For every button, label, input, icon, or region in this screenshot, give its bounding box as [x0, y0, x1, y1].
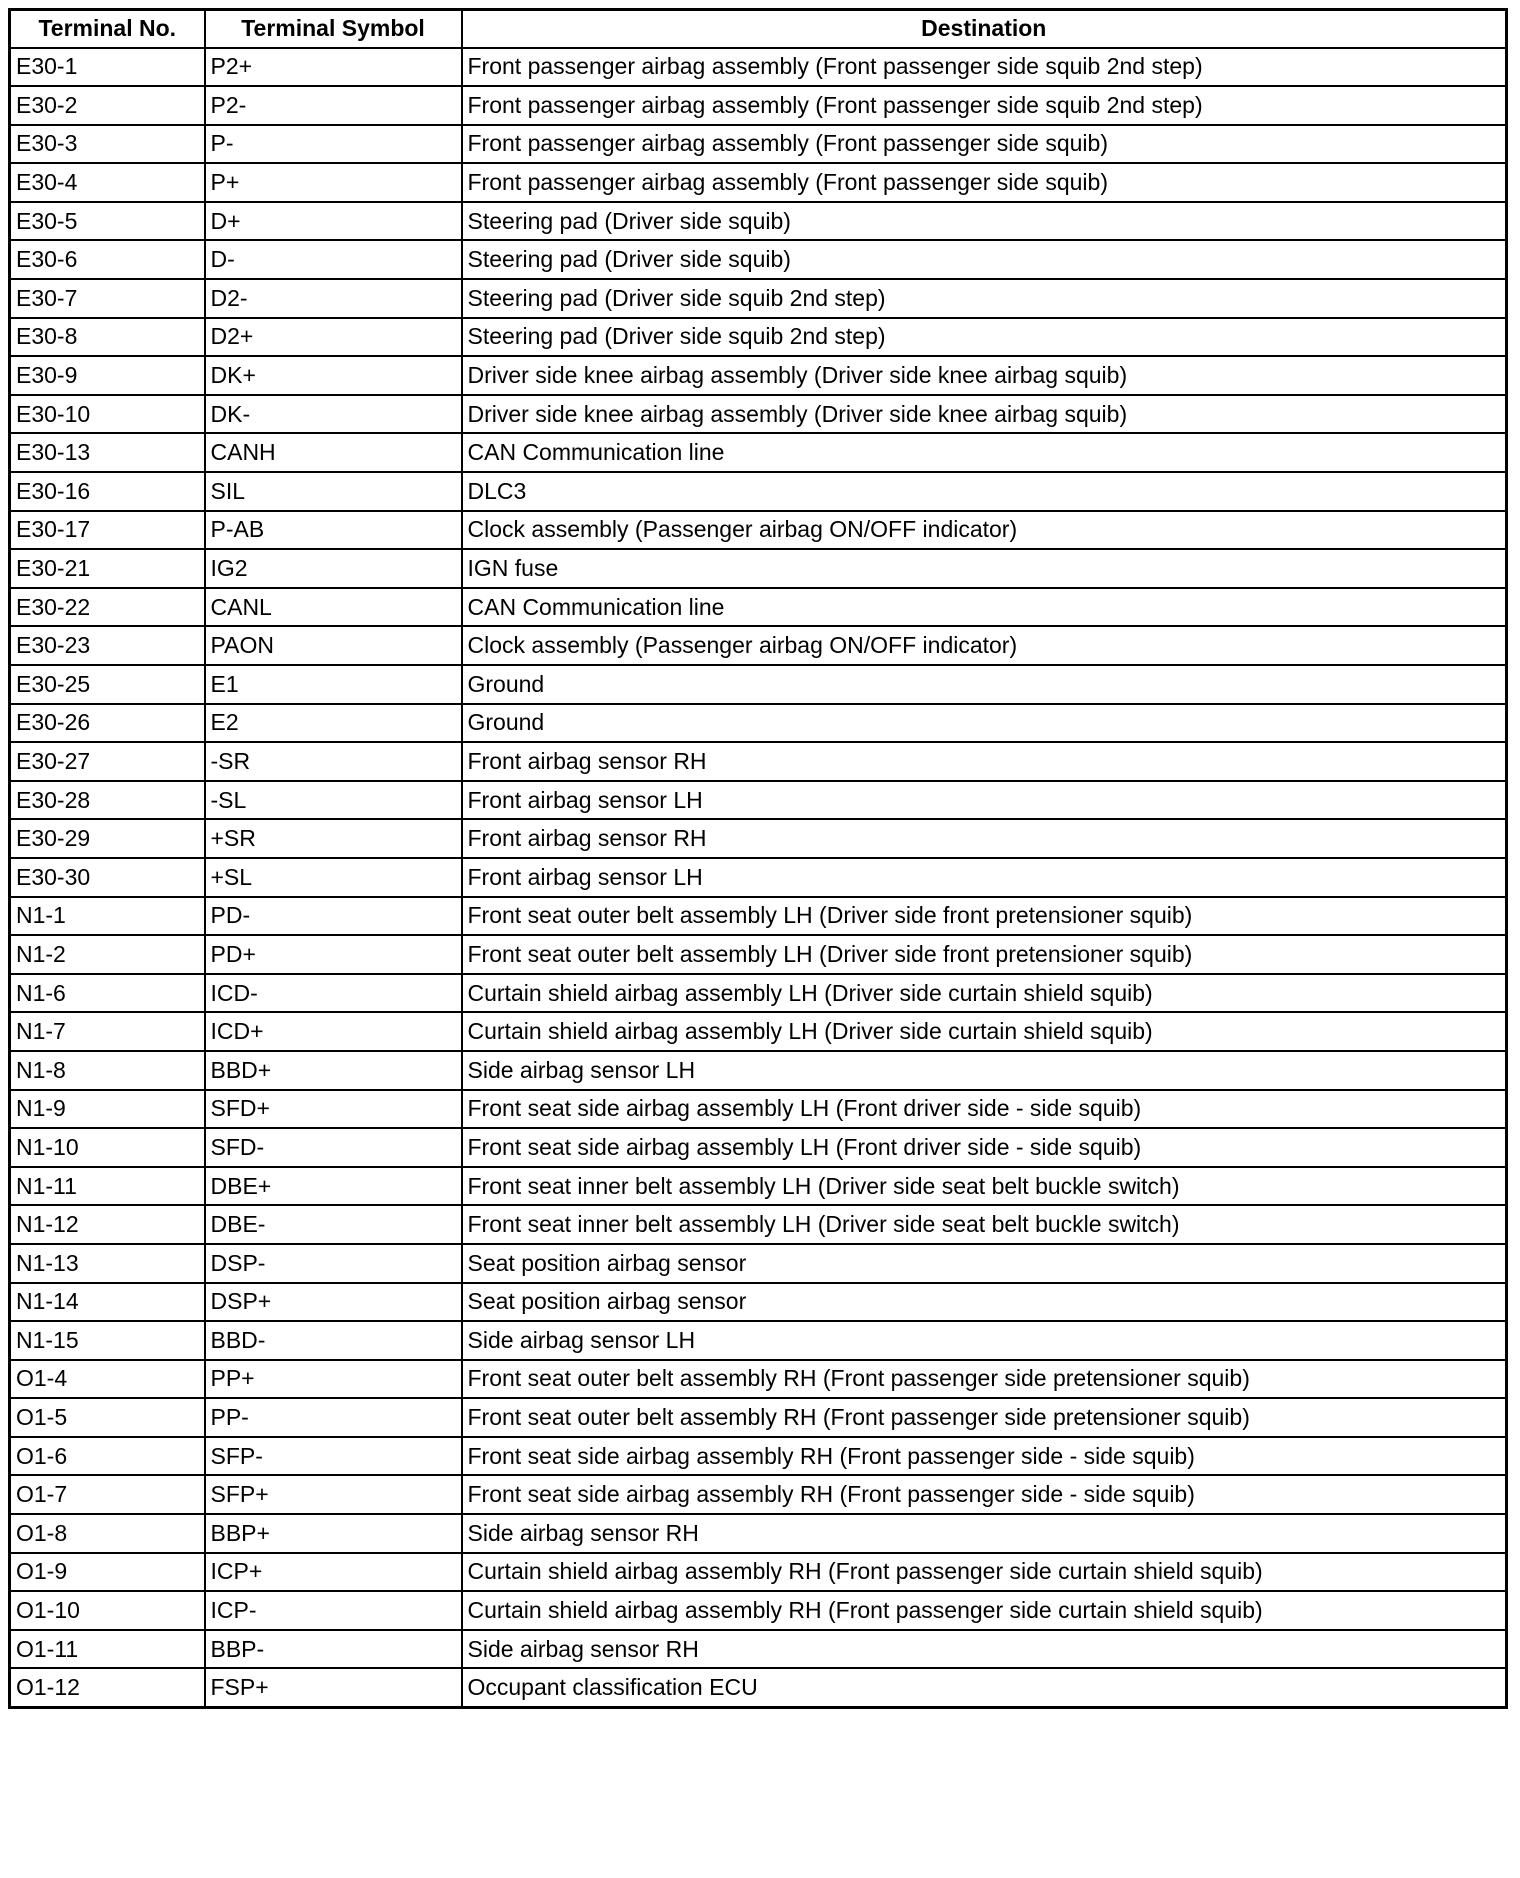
- table-row: [10, 1437, 1507, 1476]
- cell-destination: Front airbag sensor RH: [462, 742, 1507, 781]
- cell-destination: Front passenger airbag assembly (Front passenger side squib): [462, 125, 1507, 164]
- cell-terminal-no: E30-6: [10, 240, 205, 279]
- cell-terminal-no: O1-8: [10, 1514, 205, 1553]
- cell-destination: Front passenger airbag assembly (Front passenger side squib): [462, 163, 1507, 202]
- table-row: [10, 1244, 1507, 1283]
- cell-terminal-no: E30-10: [10, 395, 205, 434]
- cell-terminal-no: N1-12: [10, 1205, 205, 1244]
- table-row: [10, 819, 1507, 858]
- cell-terminal-symbol: +SL: [205, 858, 462, 897]
- table-row: [10, 125, 1507, 164]
- cell-terminal-no: N1-9: [10, 1090, 205, 1129]
- table-row: [10, 1128, 1507, 1167]
- cell-terminal-no: E30-9: [10, 356, 205, 395]
- cell-terminal-no: E30-23: [10, 626, 205, 665]
- cell-terminal-symbol: PAON: [205, 626, 462, 665]
- table-row: [10, 1321, 1507, 1360]
- cell-terminal-no: N1-11: [10, 1167, 205, 1206]
- cell-terminal-symbol: PD+: [205, 935, 462, 974]
- cell-terminal-symbol: P+: [205, 163, 462, 202]
- cell-terminal-no: E30-8: [10, 318, 205, 357]
- cell-terminal-symbol: -SR: [205, 742, 462, 781]
- table-row: [10, 433, 1507, 472]
- table-row: [10, 1205, 1507, 1244]
- cell-destination: Front seat inner belt assembly LH (Driver side seat belt buckle switch): [462, 1205, 1507, 1244]
- cell-destination: Front seat side airbag assembly LH (Front driver side - side squib): [462, 1128, 1507, 1167]
- cell-terminal-no: N1-2: [10, 935, 205, 974]
- cell-terminal-symbol: -SL: [205, 781, 462, 820]
- cell-terminal-no: E30-3: [10, 125, 205, 164]
- table-row: [10, 897, 1507, 936]
- cell-terminal-symbol: BBD+: [205, 1051, 462, 1090]
- cell-terminal-symbol: P-AB: [205, 511, 462, 550]
- cell-terminal-symbol: PP-: [205, 1398, 462, 1437]
- cell-terminal-symbol: ICP-: [205, 1591, 462, 1630]
- cell-terminal-no: N1-1: [10, 897, 205, 936]
- cell-destination: Front seat side airbag assembly LH (Front driver side - side squib): [462, 1090, 1507, 1129]
- cell-terminal-no: E30-30: [10, 858, 205, 897]
- cell-terminal-no: O1-7: [10, 1475, 205, 1514]
- cell-terminal-no: E30-17: [10, 511, 205, 550]
- cell-terminal-symbol: BBP-: [205, 1630, 462, 1669]
- cell-destination: Side airbag sensor LH: [462, 1321, 1507, 1360]
- cell-terminal-no: O1-6: [10, 1437, 205, 1476]
- cell-terminal-no: E30-1: [10, 48, 205, 87]
- cell-destination: Front seat side airbag assembly RH (Front passenger side - side squib): [462, 1475, 1507, 1514]
- table-row: [10, 318, 1507, 357]
- header-terminal-no: Terminal No.: [10, 10, 205, 48]
- cell-terminal-symbol: DBE-: [205, 1205, 462, 1244]
- cell-terminal-symbol: PD-: [205, 897, 462, 936]
- cell-terminal-no: N1-15: [10, 1321, 205, 1360]
- cell-terminal-symbol: P2+: [205, 48, 462, 87]
- cell-terminal-symbol: ICP+: [205, 1553, 462, 1592]
- cell-destination: Occupant classification ECU: [462, 1668, 1507, 1707]
- cell-destination: Front seat outer belt assembly LH (Driver side front pretensioner squib): [462, 935, 1507, 974]
- cell-terminal-symbol: SFP-: [205, 1437, 462, 1476]
- table-row: [10, 202, 1507, 241]
- header-terminal-symbol: Terminal Symbol: [205, 10, 462, 48]
- cell-terminal-no: E30-29: [10, 819, 205, 858]
- cell-destination: Curtain shield airbag assembly RH (Front passenger side curtain shield squib): [462, 1553, 1507, 1592]
- cell-destination: Steering pad (Driver side squib 2nd step): [462, 279, 1507, 318]
- table-row: [10, 511, 1507, 550]
- cell-destination: Clock assembly (Passenger airbag ON/OFF indicator): [462, 511, 1507, 550]
- cell-terminal-symbol: BBP+: [205, 1514, 462, 1553]
- table-row: [10, 1475, 1507, 1514]
- table-row: [10, 240, 1507, 279]
- cell-terminal-no: O1-10: [10, 1591, 205, 1630]
- table-row: [10, 1591, 1507, 1630]
- cell-terminal-symbol: DBE+: [205, 1167, 462, 1206]
- cell-terminal-symbol: +SR: [205, 819, 462, 858]
- cell-terminal-symbol: E1: [205, 665, 462, 704]
- table-header: [10, 10, 1507, 48]
- cell-terminal-symbol: SIL: [205, 472, 462, 511]
- table-row: [10, 935, 1507, 974]
- header-row: [10, 10, 1507, 48]
- cell-terminal-no: N1-8: [10, 1051, 205, 1090]
- cell-destination: Side airbag sensor RH: [462, 1514, 1507, 1553]
- cell-terminal-no: N1-7: [10, 1012, 205, 1051]
- cell-terminal-symbol: P-: [205, 125, 462, 164]
- table-row: [10, 163, 1507, 202]
- cell-destination: Driver side knee airbag assembly (Driver side knee airbag squib): [462, 356, 1507, 395]
- cell-terminal-symbol: D-: [205, 240, 462, 279]
- table-row: [10, 1051, 1507, 1090]
- table-row: [10, 781, 1507, 820]
- cell-destination: Front seat outer belt assembly RH (Front passenger side pretensioner squib): [462, 1398, 1507, 1437]
- cell-destination: Side airbag sensor LH: [462, 1051, 1507, 1090]
- cell-terminal-symbol: ICD-: [205, 974, 462, 1013]
- cell-destination: Seat position airbag sensor: [462, 1283, 1507, 1322]
- cell-destination: DLC3: [462, 472, 1507, 511]
- cell-terminal-no: O1-11: [10, 1630, 205, 1669]
- table-row: [10, 1514, 1507, 1553]
- table-row: [10, 1090, 1507, 1129]
- cell-destination: Front seat outer belt assembly LH (Driver side front pretensioner squib): [462, 897, 1507, 936]
- cell-terminal-symbol: PP+: [205, 1360, 462, 1399]
- cell-destination: Front airbag sensor LH: [462, 781, 1507, 820]
- cell-terminal-no: E30-21: [10, 549, 205, 588]
- cell-terminal-no: N1-6: [10, 974, 205, 1013]
- cell-terminal-no: E30-22: [10, 588, 205, 627]
- terminal-table: [8, 8, 1508, 1709]
- table-row: [10, 858, 1507, 897]
- cell-terminal-symbol: D2-: [205, 279, 462, 318]
- cell-terminal-no: N1-14: [10, 1283, 205, 1322]
- table-row: [10, 1167, 1507, 1206]
- table-row: [10, 1630, 1507, 1669]
- cell-destination: Steering pad (Driver side squib 2nd step): [462, 318, 1507, 357]
- cell-terminal-symbol: D2+: [205, 318, 462, 357]
- cell-terminal-no: E30-27: [10, 742, 205, 781]
- cell-destination: Steering pad (Driver side squib): [462, 202, 1507, 241]
- cell-terminal-no: N1-13: [10, 1244, 205, 1283]
- table-row: [10, 86, 1507, 125]
- table-row: [10, 665, 1507, 704]
- cell-destination: Front passenger airbag assembly (Front passenger side squib 2nd step): [462, 48, 1507, 87]
- cell-destination: Front airbag sensor LH: [462, 858, 1507, 897]
- cell-destination: Curtain shield airbag assembly RH (Front passenger side curtain shield squib): [462, 1591, 1507, 1630]
- cell-destination: Front seat side airbag assembly RH (Front passenger side - side squib): [462, 1437, 1507, 1476]
- cell-terminal-no: N1-10: [10, 1128, 205, 1167]
- cell-terminal-symbol: SFD-: [205, 1128, 462, 1167]
- cell-terminal-no: E30-13: [10, 433, 205, 472]
- cell-terminal-no: E30-5: [10, 202, 205, 241]
- table-row: [10, 1012, 1507, 1051]
- cell-terminal-symbol: FSP+: [205, 1668, 462, 1707]
- cell-terminal-symbol: DK-: [205, 395, 462, 434]
- table-row: [10, 626, 1507, 665]
- table-row: [10, 1360, 1507, 1399]
- cell-destination: Steering pad (Driver side squib): [462, 240, 1507, 279]
- cell-destination: Clock assembly (Passenger airbag ON/OFF indicator): [462, 626, 1507, 665]
- cell-destination: Front passenger airbag assembly (Front passenger side squib 2nd step): [462, 86, 1507, 125]
- table-body: [10, 48, 1507, 1708]
- cell-terminal-no: E30-25: [10, 665, 205, 704]
- cell-terminal-no: E30-2: [10, 86, 205, 125]
- cell-destination: Curtain shield airbag assembly LH (Driver side curtain shield squib): [462, 974, 1507, 1013]
- cell-destination: CAN Communication line: [462, 588, 1507, 627]
- cell-terminal-symbol: SFD+: [205, 1090, 462, 1129]
- table-row: [10, 1283, 1507, 1322]
- cell-terminal-symbol: SFP+: [205, 1475, 462, 1514]
- cell-terminal-no: O1-9: [10, 1553, 205, 1592]
- table-row: [10, 1398, 1507, 1437]
- table-row: [10, 395, 1507, 434]
- table-row: [10, 549, 1507, 588]
- cell-terminal-symbol: DSP-: [205, 1244, 462, 1283]
- cell-terminal-symbol: P2-: [205, 86, 462, 125]
- cell-terminal-no: E30-16: [10, 472, 205, 511]
- cell-terminal-no: O1-12: [10, 1668, 205, 1707]
- cell-terminal-symbol: DSP+: [205, 1283, 462, 1322]
- table-row: [10, 588, 1507, 627]
- cell-terminal-no: E30-7: [10, 279, 205, 318]
- cell-destination: Curtain shield airbag assembly LH (Driver side curtain shield squib): [462, 1012, 1507, 1051]
- cell-terminal-no: E30-4: [10, 163, 205, 202]
- header-destination: Destination: [462, 10, 1507, 48]
- table-row: [10, 1553, 1507, 1592]
- cell-destination: Ground: [462, 704, 1507, 743]
- table-row: [10, 704, 1507, 743]
- table-row: [10, 742, 1507, 781]
- cell-destination: Driver side knee airbag assembly (Driver side knee airbag squib): [462, 395, 1507, 434]
- cell-destination: Ground: [462, 665, 1507, 704]
- cell-terminal-no: O1-5: [10, 1398, 205, 1437]
- table-row: [10, 1668, 1507, 1707]
- cell-destination: Front seat inner belt assembly LH (Driver side seat belt buckle switch): [462, 1167, 1507, 1206]
- table-row: [10, 974, 1507, 1013]
- cell-terminal-symbol: CANL: [205, 588, 462, 627]
- cell-destination: Front airbag sensor RH: [462, 819, 1507, 858]
- cell-destination: Seat position airbag sensor: [462, 1244, 1507, 1283]
- cell-terminal-symbol: CANH: [205, 433, 462, 472]
- table-row: [10, 472, 1507, 511]
- cell-terminal-symbol: DK+: [205, 356, 462, 395]
- cell-terminal-no: O1-4: [10, 1360, 205, 1399]
- cell-terminal-symbol: BBD-: [205, 1321, 462, 1360]
- cell-terminal-symbol: D+: [205, 202, 462, 241]
- cell-destination: IGN fuse: [462, 549, 1507, 588]
- cell-destination: Side airbag sensor RH: [462, 1630, 1507, 1669]
- cell-terminal-no: E30-26: [10, 704, 205, 743]
- cell-terminal-symbol: IG2: [205, 549, 462, 588]
- cell-destination: CAN Communication line: [462, 433, 1507, 472]
- table-row: [10, 356, 1507, 395]
- cell-terminal-symbol: ICD+: [205, 1012, 462, 1051]
- table-row: [10, 279, 1507, 318]
- cell-terminal-no: E30-28: [10, 781, 205, 820]
- cell-destination: Front seat outer belt assembly RH (Front passenger side pretensioner squib): [462, 1360, 1507, 1399]
- table-row: [10, 48, 1507, 87]
- cell-terminal-symbol: E2: [205, 704, 462, 743]
